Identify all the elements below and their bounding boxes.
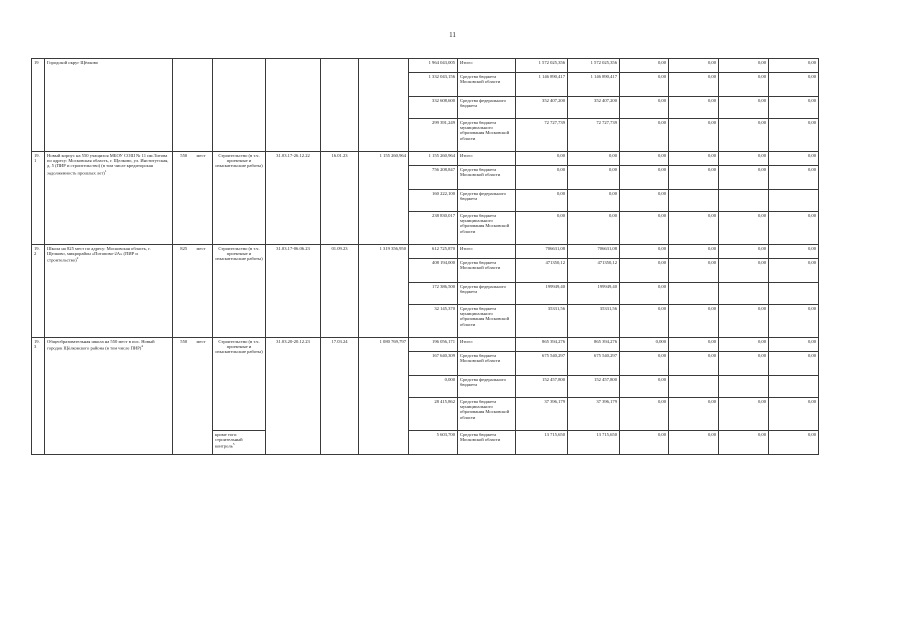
amount-cell: 160 222,100	[409, 190, 458, 212]
value-cell: 0,00	[719, 212, 769, 245]
value-cell: 471350,12	[516, 259, 568, 283]
value-cell: 0,00	[719, 305, 769, 338]
capacity: 825	[173, 245, 195, 338]
cell-text: Общеобразовательная школа на 550 мест в пос. Новый городок Щёлковского района (в том числе ПИР)	[47, 339, 155, 351]
value-cell: 0,00	[719, 398, 769, 431]
value-cell: 0,00	[769, 212, 819, 245]
amount-cell: 1 332 043,156	[409, 73, 458, 97]
value-cell: 0,00	[669, 73, 719, 97]
value-cell: 1 146 890,417	[568, 73, 620, 97]
table-row	[32, 59, 819, 73]
value-cell: 199949,40	[568, 283, 620, 305]
value-cell: 1 572 025,356	[568, 59, 620, 73]
amount-cell: 238 830,017	[409, 212, 458, 245]
work-type: Строительство (в т.ч. проектные и изыскательские работы)	[213, 152, 266, 245]
value-cell: 0,00	[620, 283, 669, 305]
value-cell: 0,00	[719, 73, 769, 97]
value-cell: 0,00	[719, 431, 769, 455]
value-cell	[669, 376, 719, 398]
amount-cell: 1 964 043,005	[409, 59, 458, 73]
amount-cell: 0,000	[409, 376, 458, 398]
value-cell: 1 572 025,356	[516, 59, 568, 73]
value-cell: 0,00	[769, 245, 819, 259]
value-cell	[769, 190, 819, 212]
source-cell: Средства бюджета Московской области	[458, 352, 516, 376]
source-cell: Средства бюджета муниципального образования Московской области	[458, 398, 516, 431]
value-cell	[769, 283, 819, 305]
value-cell: 0,00	[568, 190, 620, 212]
value-cell: 0,00	[620, 97, 669, 119]
value-cell: 0,00	[620, 431, 669, 455]
value-cell: 0,00	[669, 338, 719, 352]
work-type: Строительство (в т.ч. проектные и изыскательские работы)	[213, 245, 266, 338]
amount-cell: 196 056,171	[409, 338, 458, 352]
value-cell: 0,00	[719, 245, 769, 259]
source-cell: Средства федерального бюджета	[458, 283, 516, 305]
completion-date	[321, 59, 359, 152]
amount-cell: 756 208,847	[409, 166, 458, 190]
value-cell: 0,00	[719, 59, 769, 73]
value-cell: 0,00	[669, 431, 719, 455]
total-cost: 1 080 769,797	[359, 338, 409, 455]
value-cell: 0,00	[769, 431, 819, 455]
page-number: 11	[449, 31, 456, 39]
value-cell: 0,00	[719, 119, 769, 152]
amount-cell: 299 391,249	[409, 119, 458, 152]
investment-table	[31, 58, 819, 455]
value-cell: 152 457,800	[568, 376, 620, 398]
value-cell: 0,00	[516, 152, 568, 166]
period: 31.03.17-26.12.22	[266, 152, 321, 245]
row-index: 19.3	[32, 338, 45, 455]
value-cell: 0,00	[769, 259, 819, 283]
amount-cell: 172 386,500	[409, 283, 458, 305]
value-cell: 152 457,800	[516, 376, 568, 398]
period: 31.03.20-20.12.23	[266, 338, 321, 455]
value-cell: 0,00	[669, 59, 719, 73]
value-cell: 0,00	[719, 97, 769, 119]
capacity-unit	[195, 59, 213, 152]
value-cell: 0,00	[568, 152, 620, 166]
value-cell: 0,00	[620, 212, 669, 245]
value-cell: 72 727,739	[568, 119, 620, 152]
table-row	[32, 245, 819, 259]
value-cell: 0,00	[669, 352, 719, 376]
value-cell: 0,00	[620, 305, 669, 338]
source-cell: Средства бюджета муниципального образования Московской области	[458, 305, 516, 338]
footnote-mark: 4	[141, 344, 144, 349]
value-cell: 352 407,200	[516, 97, 568, 119]
value-cell: 0,00	[620, 166, 669, 190]
value-cell: 0,00	[516, 190, 568, 212]
cell-text: Новый корпус на 550 учащихся МБОУ СОШ № 11 им.Титова по адресу: Московская область, г. Щелково, ул. Институтская, д. 5 (ПИР и строительство) (в том числе кредиторская задолженность прошлых лет)	[47, 153, 169, 176]
amount-cell: 32 145,370	[409, 305, 458, 338]
capacity-unit: мест	[195, 245, 213, 338]
value-cell: 0,00	[669, 152, 719, 166]
value-cell: 35331,56	[568, 305, 620, 338]
value-cell: 0,00	[669, 305, 719, 338]
value-cell: 0,00	[719, 352, 769, 376]
value-cell: 0,00	[719, 338, 769, 352]
period	[266, 59, 321, 152]
value-cell: 0,00	[568, 212, 620, 245]
value-cell: 865 394,276	[516, 338, 568, 352]
value-cell: 72 727,739	[516, 119, 568, 152]
value-cell	[719, 376, 769, 398]
value-cell: 13 715,650	[516, 431, 568, 455]
value-cell	[669, 190, 719, 212]
value-cell	[719, 190, 769, 212]
completion-date: 17.03.24	[321, 338, 359, 455]
extra-label	[213, 431, 266, 455]
value-cell: 0,00	[719, 166, 769, 190]
value-cell: 0,000	[620, 338, 669, 352]
total-cost	[359, 59, 409, 152]
value-cell: 0,00	[769, 97, 819, 119]
period: 31.03.17-06.06.23	[266, 245, 321, 338]
value-cell: 675 540,297	[516, 352, 568, 376]
value-cell: 0,00	[620, 352, 669, 376]
value-cell: 0,00	[620, 398, 669, 431]
capacity-unit: мест	[195, 152, 213, 245]
value-cell: 0,00	[769, 166, 819, 190]
value-cell: 37 396,179	[516, 398, 568, 431]
value-cell: 0,00	[669, 212, 719, 245]
value-cell: 0,00	[769, 152, 819, 166]
amount-cell: 408 194,000	[409, 259, 458, 283]
row-index: 19.2	[32, 245, 45, 338]
amount-cell: 1 155 260,964	[409, 152, 458, 166]
source-cell: Средства бюджета Московской области	[458, 259, 516, 283]
completion-date: 16.01.23	[321, 152, 359, 245]
value-cell: 0,00	[769, 338, 819, 352]
row-index: 19	[32, 59, 45, 152]
value-cell: 0,00	[669, 97, 719, 119]
source-cell: Средства бюджета муниципального образования Московской области	[458, 212, 516, 245]
value-cell: 0,00	[620, 245, 669, 259]
work-type	[213, 59, 266, 152]
value-cell: 865 394,276	[568, 338, 620, 352]
value-cell: 0,00	[769, 352, 819, 376]
value-cell: 706631,08	[516, 245, 568, 259]
value-cell: 0,00	[620, 119, 669, 152]
capacity: 550	[173, 338, 195, 455]
value-cell: 0,00	[669, 119, 719, 152]
source-cell: Итого:	[458, 152, 516, 166]
source-cell: Средства бюджета Московской области	[458, 73, 516, 97]
value-cell	[769, 376, 819, 398]
footnote-mark: 5	[232, 442, 235, 447]
value-cell: 0,00	[620, 73, 669, 97]
value-cell: 0,00	[719, 152, 769, 166]
work-type: Строительство (в т.ч. проектные и изыскательские работы)	[213, 338, 266, 431]
value-cell: 0,00	[568, 166, 620, 190]
value-cell: 0,00	[516, 166, 568, 190]
value-cell: 35331,56	[516, 305, 568, 338]
amount-cell: 332 608,600	[409, 97, 458, 119]
capacity	[173, 59, 195, 152]
object-name	[45, 338, 173, 455]
value-cell: 0,00	[669, 245, 719, 259]
amount-cell: 28 415,862	[409, 398, 458, 431]
object-name: Городской округ Щёлково	[45, 59, 173, 152]
source-cell: Итого:	[458, 245, 516, 259]
table-row	[32, 338, 819, 352]
cell-text: Школа на 825 мест по адресу: Московская область, г. Щелково, микрорайон «Потапово-2А» (ПИР и строительство)	[47, 246, 151, 263]
capacity: 550	[173, 152, 195, 245]
value-cell: 0,00	[719, 259, 769, 283]
object-name	[45, 152, 173, 245]
source-cell: Итого:	[458, 338, 516, 352]
amount-cell: 612 725,870	[409, 245, 458, 259]
value-cell: 1 146 890,417	[516, 73, 568, 97]
total-cost: 1 319 356,950	[359, 245, 409, 338]
source-cell: Средства бюджета Московской области	[458, 431, 516, 455]
value-cell: 0,00	[620, 259, 669, 283]
value-cell: 0,00	[769, 59, 819, 73]
source-cell: Средства федерального бюджета	[458, 190, 516, 212]
value-cell: 0,00	[516, 212, 568, 245]
footnote-mark: 2	[76, 256, 79, 261]
value-cell: 0,00	[769, 73, 819, 97]
value-cell: 352 407,200	[568, 97, 620, 119]
source-cell: Средства бюджета муниципального образования Московской области	[458, 119, 516, 152]
value-cell	[719, 283, 769, 305]
value-cell: 0,00	[669, 166, 719, 190]
value-cell: 13 715,650	[568, 431, 620, 455]
value-cell	[669, 283, 719, 305]
total-cost: 1 155 260,964	[359, 152, 409, 245]
cell-text: кроме того: строительный контроль	[215, 432, 243, 449]
source-cell: Итого:	[458, 59, 516, 73]
value-cell: 37 396,179	[568, 398, 620, 431]
value-cell: 0,00	[620, 376, 669, 398]
table-row	[32, 152, 819, 166]
amount-cell: 5 603,700	[409, 431, 458, 455]
value-cell: 0,00	[669, 398, 719, 431]
value-cell: 0,00	[620, 59, 669, 73]
value-cell: 0,00	[769, 305, 819, 338]
object-name	[45, 245, 173, 338]
row-index: 19.1	[32, 152, 45, 245]
value-cell: 0,00	[769, 398, 819, 431]
value-cell: 199949,40	[516, 283, 568, 305]
footnote-mark: 1	[104, 168, 107, 173]
completion-date: 01.09.23	[321, 245, 359, 338]
value-cell: 0,00	[620, 190, 669, 212]
source-cell: Средства федерального бюджета	[458, 97, 516, 119]
value-cell: 706631,08	[568, 245, 620, 259]
value-cell: 0,00	[669, 259, 719, 283]
source-cell: Средства федерального бюджета	[458, 376, 516, 398]
value-cell: 471350,12	[568, 259, 620, 283]
value-cell: 0,00	[769, 119, 819, 152]
value-cell: 675 540,297	[568, 352, 620, 376]
amount-cell: 167 640,309	[409, 352, 458, 376]
value-cell: 0,00	[620, 152, 669, 166]
capacity-unit: мест	[195, 338, 213, 455]
source-cell: Средства бюджета Московской области	[458, 166, 516, 190]
